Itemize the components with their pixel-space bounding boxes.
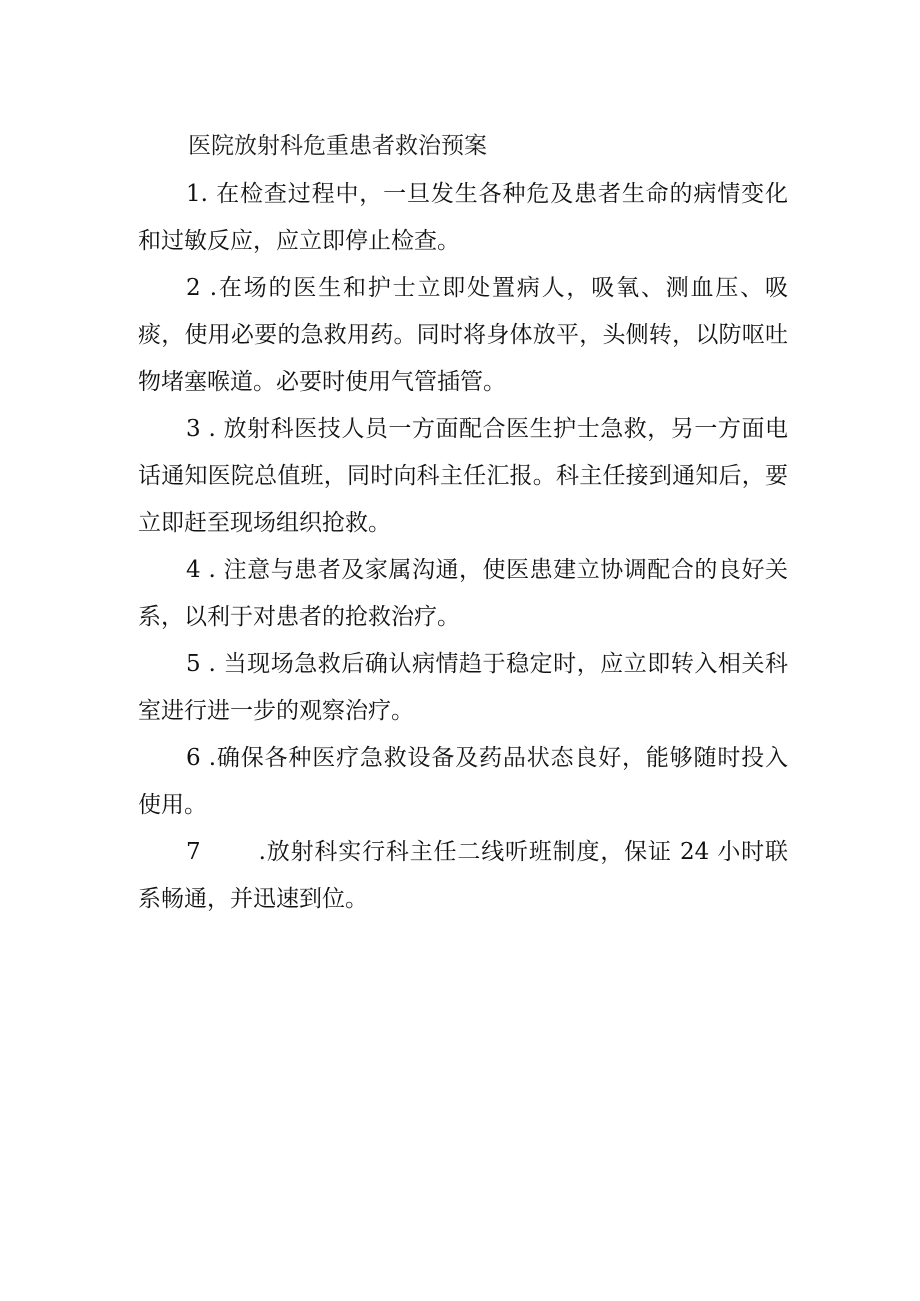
paragraph-text: . 注意与患者及家属沟通，使医患建立协调配合的良好关系，以利于对患者的抢救治疗。 bbox=[138, 557, 788, 630]
paragraph-7 bbox=[138, 829, 788, 923]
paragraph-text: .放射科实行科主任二线听班制度，保证 24 小时联系畅通，并迅速到位。 bbox=[138, 839, 788, 912]
paragraph-5 bbox=[138, 641, 788, 735]
paragraph-2 bbox=[138, 265, 788, 406]
paragraph-number: 4 bbox=[186, 557, 201, 583]
paragraph-text: .确保各种医疗急救设备及药品状态良好，能够随时投入使用。 bbox=[138, 745, 788, 818]
paragraph-number: 1 bbox=[186, 181, 201, 207]
paragraph-number: 3 bbox=[186, 416, 201, 442]
paragraph-text: .在场的医生和护士立即处置病人，吸氧、测血压、吸痰，使用必要的急救用药。同时将身体放平，头侧转，以防呕吐物堵塞喉道。必要时使用气管插管。 bbox=[138, 275, 788, 395]
paragraph-text: . 当现场急救后确认病情趋于稳定时，应立即转入相关科室进行进一步的观察治疗。 bbox=[138, 651, 788, 724]
paragraph-4 bbox=[138, 547, 788, 641]
paragraph-number: 2 bbox=[186, 275, 201, 301]
paragraph-number: 7 bbox=[186, 839, 201, 865]
paragraph-number: 5 bbox=[186, 651, 201, 677]
paragraph-text: . 放射科医技人员一方面配合医生护士急救，另一方面电话通知医院总值班，同时向科主任汇报。科主任接到通知后，要立即赶至现场组织抢救。 bbox=[138, 416, 788, 536]
paragraph-number: 6 bbox=[186, 745, 201, 771]
paragraph-1 bbox=[138, 171, 788, 265]
document-title: 医院放射科危重患者救治预案 bbox=[188, 133, 487, 159]
paragraph-3 bbox=[138, 406, 788, 547]
paragraph-6 bbox=[138, 735, 788, 829]
paragraph-text: . 在检查过程中，一旦发生各种危及患者生命的病情变化和过敏反应，应立即停止检查。 bbox=[138, 181, 788, 254]
